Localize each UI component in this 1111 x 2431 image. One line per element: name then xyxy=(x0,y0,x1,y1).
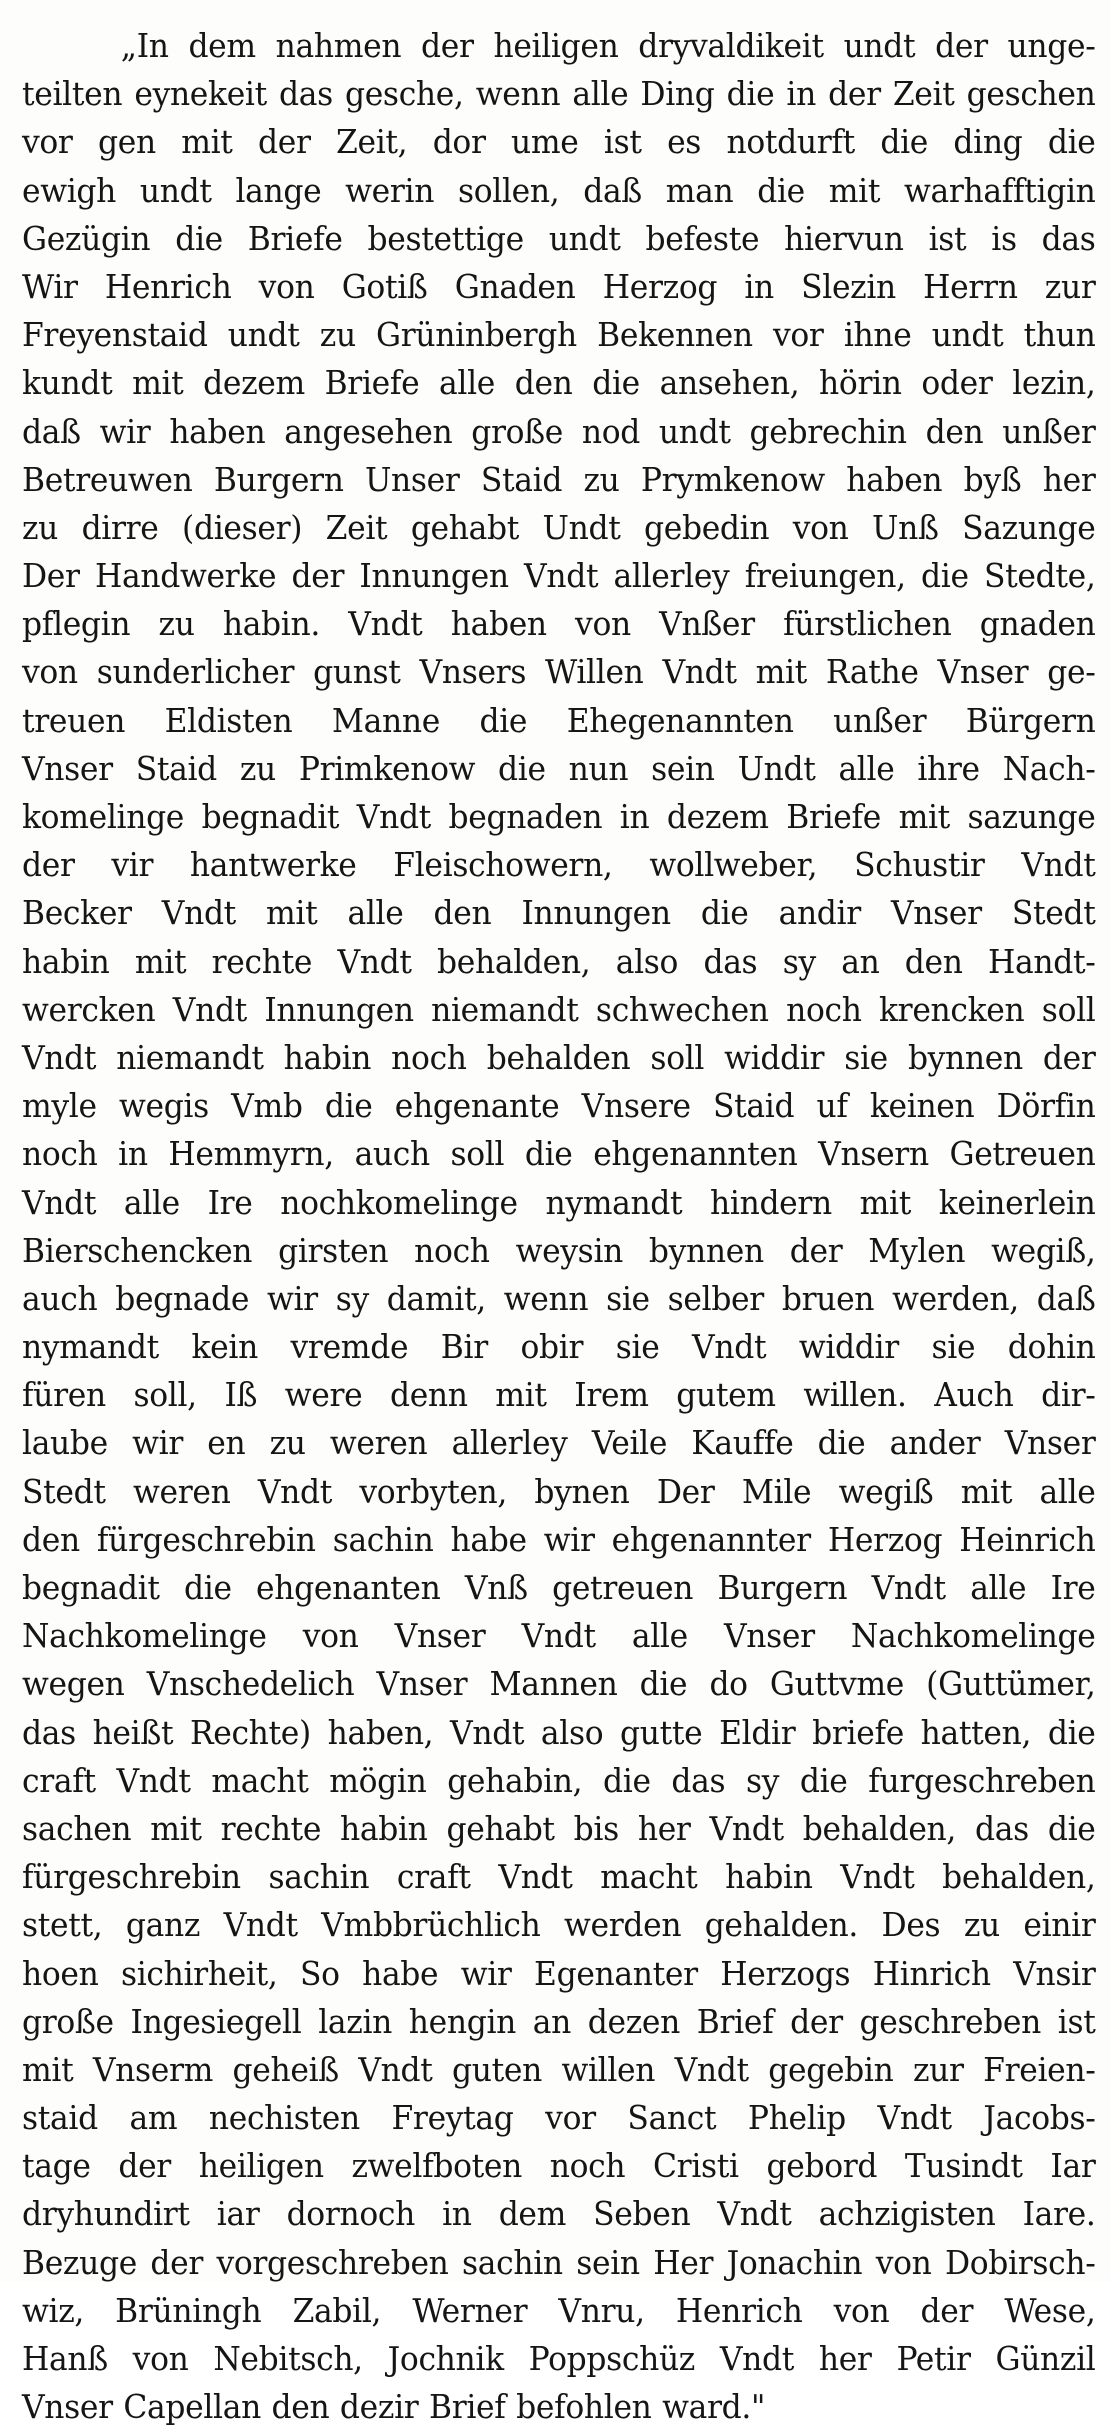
text-line: tage der heiligen zwelfboten noch Cristi gebord Tusindt Iar xyxy=(22,2146,1096,2186)
text-line: komelinge begnadit Vndt begnaden in dezem Briefe mit sazunge xyxy=(22,797,1096,836)
text-line: Der Handwerke der Innungen Vndt allerley freiungen, die Stedte, xyxy=(22,556,1096,596)
text-line: kundt mit dezem Briefe alle den die ansehen, hörin oder lezin, xyxy=(22,363,1096,403)
text-line: laube wir en zu weren allerley Veile Kauffe die ander Vnser xyxy=(22,1423,1096,1463)
text-line: große Ingesiegell lazin hengin an dezen Brief der geschreben ist xyxy=(22,2001,1096,2041)
article-text xyxy=(22,22,1096,2431)
text-line: Vndt niemandt habin noch behalden soll widdir sie bynnen der xyxy=(22,1037,1096,1077)
text-line: daß wir haben angesehen große nod undt gebrechin den unßer xyxy=(22,411,1096,451)
text-line: Vnser Capellan den dezir Brief befohlen ward." xyxy=(22,2387,766,2427)
text-line: myle wegis Vmb die ehgenante Vnsere Staid uf keinen Dörfin xyxy=(22,1086,1096,1126)
text-line: Vndt alle Ire nochkomelinge nymandt hindern mit keinerlein xyxy=(22,1182,1096,1222)
text-line: stett, ganz Vndt Vmbbrüchlich werden gehalden. Des zu einir xyxy=(22,1905,1096,1945)
text-line: den fürgeschrebin sachin habe wir ehgenannter Herzog Heinrich xyxy=(22,1519,1096,1559)
text-line: fürgeschrebin sachin craft Vndt macht habin Vndt behalden, xyxy=(22,1857,1096,1897)
text-line: Bierschencken girsten noch weysin bynnen der Mylen wegiß, xyxy=(22,1230,1096,1270)
text-line: noch in Hemmyrn, auch soll die ehgenannten Vnsern Getreuen xyxy=(22,1134,1096,1174)
text-line: Wir Henrich von Gotiß Gnaden Herzog in Slezin Herrn zur xyxy=(22,266,1096,306)
text-line: Betreuwen Burgern Unser Staid zu Prymkenow haben byß her xyxy=(22,459,1096,499)
text-line: Stedt weren Vndt vorbyten, bynen Der Mile wegiß mit alle xyxy=(22,1471,1096,1511)
text-line: ewigh undt lange werin sollen, daß man die mit warhafftigin xyxy=(22,170,1096,210)
text-line: zu dirre (dieser) Zeit gehabt Undt gebedin von Unß Sazunge xyxy=(22,507,1096,547)
text-line: hoen sichirheit, So habe wir Egenanter Herzogs Hinrich Vnsir xyxy=(22,1953,1096,1993)
text-line: auch begnade wir sy damit, wenn sie selber bruen werden, daß xyxy=(22,1278,1096,1318)
text-line: das heißt Rechte) haben, Vndt also gutte Eldir briefe hatten, die xyxy=(22,1712,1096,1752)
text-line: nymandt kein vremde Bir obir sie Vndt widdir sie dohin xyxy=(22,1327,1096,1367)
text-line: wiz, Brüningh Zabil, Werner Vnru, Henrich von der Wese, xyxy=(22,2290,1096,2330)
text-line: pflegin zu habin. Vndt haben von Vnßer fürstlichen gnaden xyxy=(22,604,1096,644)
text-line: teilten eynekeit das gesche, wenn alle Ding die in der Zeit geschen xyxy=(22,74,1096,114)
text-line: Bezuge der vorgeschreben sachin sein Her Jonachin von Dobirsch- xyxy=(22,2242,1096,2282)
text-line: Gezügin die Briefe bestettige undt befeste hiervun ist is das xyxy=(22,218,1096,258)
text-line: vor gen mit der Zeit, dor ume ist es notdurft die ding die xyxy=(22,122,1096,162)
text-line: wegen Vnschedelich Vnser Mannen die do Guttvme (Guttümer, xyxy=(22,1664,1096,1704)
text-line: sachen mit rechte habin gehabt bis her Vndt behalden, das die xyxy=(22,1808,1096,1848)
text-line: Nachkomelinge von Vnser Vndt alle Vnser Nachkomelinge xyxy=(22,1616,1096,1656)
text-line: habin mit rechte Vndt behalden, also das sy an den Handt- xyxy=(22,941,1096,981)
text-line: mit Vnserm geheiß Vndt guten willen Vndt gegebin zur Freien- xyxy=(22,2049,1096,2089)
text-line: staid am nechisten Freytag vor Sanct Phelip Vndt Jacobs- xyxy=(22,2098,1096,2138)
text-line: füren soll, Iß were denn mit Irem gutem willen. Auch dir- xyxy=(22,1375,1096,1415)
text-line: dryhundirt iar dornoch in dem Seben Vndt achzigisten Iare. xyxy=(22,2194,1096,2234)
text-line: Vnser Staid zu Primkenow die nun sein Undt alle ihre Nach- xyxy=(22,748,1096,788)
text-line: der vir hantwerke Fleischowern, wollweber, Schustir Vndt xyxy=(22,845,1096,885)
text-line: wercken Vndt Innungen niemandt schwechen noch krencken soll xyxy=(22,989,1096,1029)
text-line: Freyenstaid undt zu Grüninbergh Bekennen vor ihne undt thun xyxy=(22,315,1096,355)
text-line: Becker Vndt mit alle den Innungen die andir Vnser Stedt xyxy=(22,893,1096,933)
text-line: treuen Eldisten Manne die Ehegenannten unßer Bürgern xyxy=(22,700,1096,740)
text-line: Hanß von Nebitsch, Jochnik Poppschüz Vndt her Petir Günzil xyxy=(22,2339,1096,2378)
text-line: craft Vndt macht mögin gehabin, die das sy die furgeschreben xyxy=(22,1760,1096,1800)
text-line: „In dem nahmen der heiligen dryvaldikeit undt der unge- xyxy=(120,26,1096,65)
text-line: begnadit die ehgenanten Vnß getreuen Burgern Vndt alle Ire xyxy=(22,1568,1096,1607)
text-line: von sunderlicher gunst Vnsers Willen Vndt mit Rathe Vnser ge- xyxy=(22,652,1096,692)
